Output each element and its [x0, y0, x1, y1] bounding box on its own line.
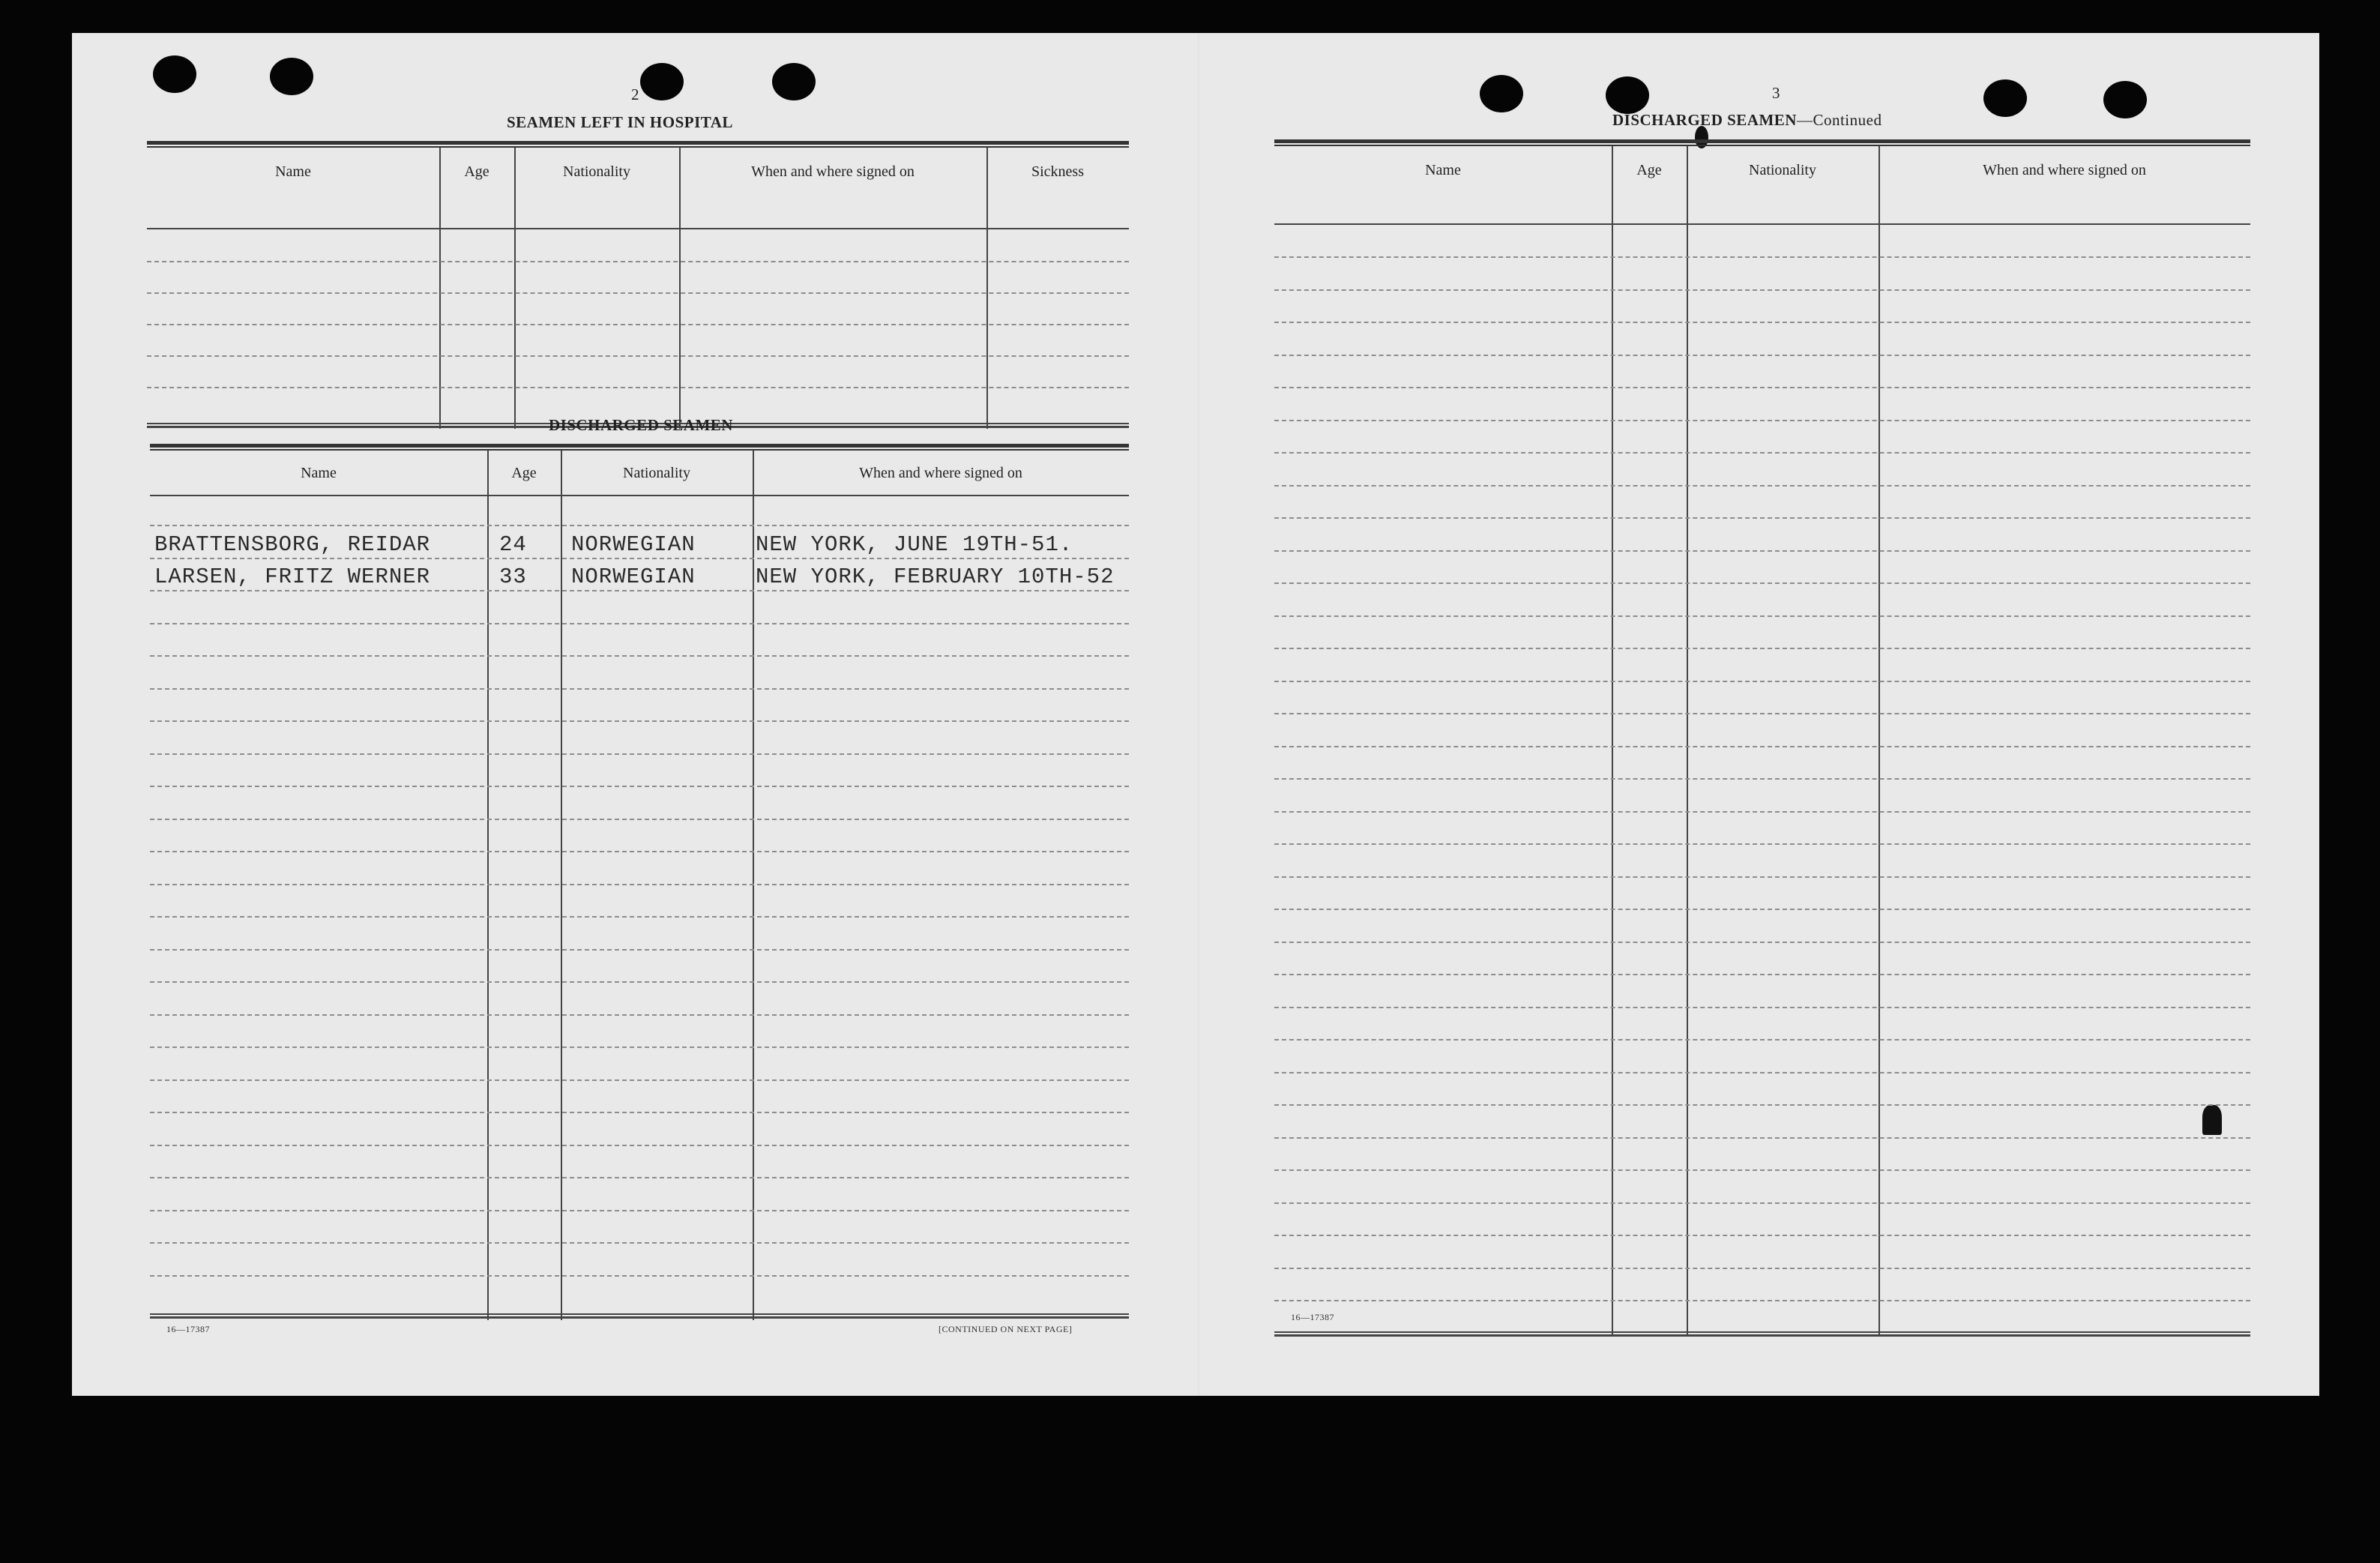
crew-nationality: NORWEGIAN: [571, 564, 696, 589]
row-rule: [150, 981, 1129, 983]
punch-hole: [153, 55, 196, 93]
row-rule: [147, 292, 1129, 294]
page-number: 2: [631, 85, 639, 103]
column-header: When and where signed on: [751, 163, 915, 180]
punch-hole: [1983, 79, 2027, 117]
row-rule: [1274, 1137, 2250, 1139]
row-rule: [1274, 615, 2250, 617]
row-rule: [1274, 876, 2250, 878]
header-rule: [1274, 223, 2250, 225]
row-rule: [1274, 942, 2250, 943]
row-rule: [150, 1046, 1129, 1048]
crew-name: BRATTENSBORG, REIDAR: [154, 532, 431, 557]
row-rule: [1274, 811, 2250, 813]
row-rule: [150, 1242, 1129, 1244]
discharged-continued-title: [1612, 111, 1882, 130]
column-divider: [561, 451, 562, 1320]
table-top-rule: [1274, 139, 2250, 146]
punch-hole: [640, 63, 684, 100]
row-rule: [1274, 1007, 2250, 1008]
row-rule: [1274, 1235, 2250, 1236]
row-rule: [150, 623, 1129, 624]
row-rule: [1274, 550, 2250, 552]
row-rule: [150, 720, 1129, 722]
hospital-title: SEAMEN LEFT IN HOSPITAL: [507, 113, 733, 131]
row-rule: [1274, 387, 2250, 388]
row-rule: [147, 387, 1129, 388]
row-rule: [150, 558, 1129, 559]
row-rule: [1274, 355, 2250, 356]
row-rule: [150, 1014, 1129, 1016]
crew-signed-on: NEW YORK, JUNE 19TH-51.: [756, 532, 1073, 557]
document-sheet: [72, 33, 2319, 1396]
page-number: 3: [1772, 84, 1780, 102]
punch-hole: [1606, 76, 1649, 114]
row-rule: [150, 786, 1129, 787]
column-header: When and where signed on: [1983, 162, 2146, 178]
continued-note: [CONTINUED ON NEXT PAGE]: [939, 1324, 1073, 1334]
column-header: Name: [275, 163, 311, 180]
column-header: Sickness: [1031, 163, 1084, 180]
header-rule: [150, 495, 1129, 496]
row-rule: [1274, 1268, 2250, 1269]
row-rule: [150, 916, 1129, 918]
column-header: Nationality: [1749, 162, 1816, 178]
crew-age: 24: [499, 532, 527, 557]
punch-hole: [270, 58, 313, 95]
row-rule: [150, 1112, 1129, 1113]
row-rule: [1274, 1202, 2250, 1204]
row-rule: [147, 355, 1129, 357]
row-rule: [150, 688, 1129, 690]
punch-hole: [2103, 81, 2147, 118]
column-header: Age: [511, 465, 537, 481]
row-rule: [150, 590, 1129, 591]
row-rule: [1274, 289, 2250, 291]
row-rule: [1274, 909, 2250, 910]
column-divider: [1687, 146, 1688, 1337]
row-rule: [1274, 485, 2250, 487]
column-header: Nationality: [563, 163, 630, 180]
crew-signed-on: NEW YORK, FEBRUARY 10TH-52: [756, 564, 1115, 589]
table-top-rule: [147, 141, 1129, 148]
row-rule: [1274, 322, 2250, 323]
column-divider: [487, 451, 489, 1320]
column-header: Name: [301, 465, 337, 481]
hospital-table: [147, 141, 1129, 432]
row-rule: [1274, 256, 2250, 258]
discharged-title: DISCHARGED SEAMEN: [549, 416, 733, 434]
row-rule: [1274, 582, 2250, 584]
row-rule: [1274, 1039, 2250, 1041]
row-rule: [1274, 452, 2250, 454]
column-header: When and where signed on: [859, 465, 1022, 481]
row-rule: [1274, 648, 2250, 649]
row-rule: [150, 949, 1129, 951]
column-divider: [753, 451, 754, 1320]
row-rule: [1274, 1072, 2250, 1073]
row-rule: [1274, 843, 2250, 845]
crew-nationality: NORWEGIAN: [571, 532, 696, 557]
crew-name: LARSEN, FRITZ WERNER: [154, 564, 431, 589]
table-bottom-rule: [1274, 1331, 2250, 1337]
row-rule: [1274, 681, 2250, 682]
row-rule: [150, 884, 1129, 885]
row-rule: [150, 851, 1129, 852]
row-rule: [150, 753, 1129, 755]
row-rule: [150, 1210, 1129, 1211]
table-bottom-rule: [150, 1313, 1129, 1319]
header-rule: [147, 228, 1129, 229]
row-rule: [1274, 974, 2250, 975]
row-rule: [150, 1079, 1129, 1081]
row-rule: [147, 261, 1129, 262]
column-divider: [1612, 146, 1613, 1337]
form-number: 16—17387: [166, 1324, 210, 1334]
form-number: 16—17387: [1291, 1312, 1334, 1322]
column-header: Age: [1636, 162, 1662, 178]
row-rule: [1274, 1104, 2250, 1106]
discharged-continued-table: [1274, 139, 2250, 1339]
punch-hole: [1480, 75, 1523, 112]
crew-age: 33: [499, 564, 527, 589]
page-fold: [1198, 33, 1200, 1396]
row-rule: [1274, 1300, 2250, 1301]
row-rule: [147, 324, 1129, 325]
row-rule: [150, 1177, 1129, 1178]
row-rule: [150, 819, 1129, 820]
row-rule: [1274, 746, 2250, 747]
column-header: Nationality: [623, 465, 690, 481]
row-rule: [1274, 1169, 2250, 1171]
column-divider: [1879, 146, 1880, 1337]
row-rule: [1274, 420, 2250, 421]
row-rule: [150, 1275, 1129, 1277]
column-header: Name: [1425, 162, 1461, 178]
row-rule: [1274, 778, 2250, 780]
table-top-rule: [150, 444, 1129, 451]
row-rule: [1274, 517, 2250, 519]
row-rule: [150, 655, 1129, 657]
row-rule: [150, 525, 1129, 526]
title-suffix: —Continued: [1796, 111, 1882, 129]
row-rule: [1274, 713, 2250, 714]
discharged-table: [150, 444, 1129, 1322]
punch-hole: [772, 63, 816, 100]
column-header: Age: [464, 163, 489, 180]
section-title: DISCHARGED SEAMEN: [1612, 111, 1797, 129]
row-rule: [150, 1145, 1129, 1146]
